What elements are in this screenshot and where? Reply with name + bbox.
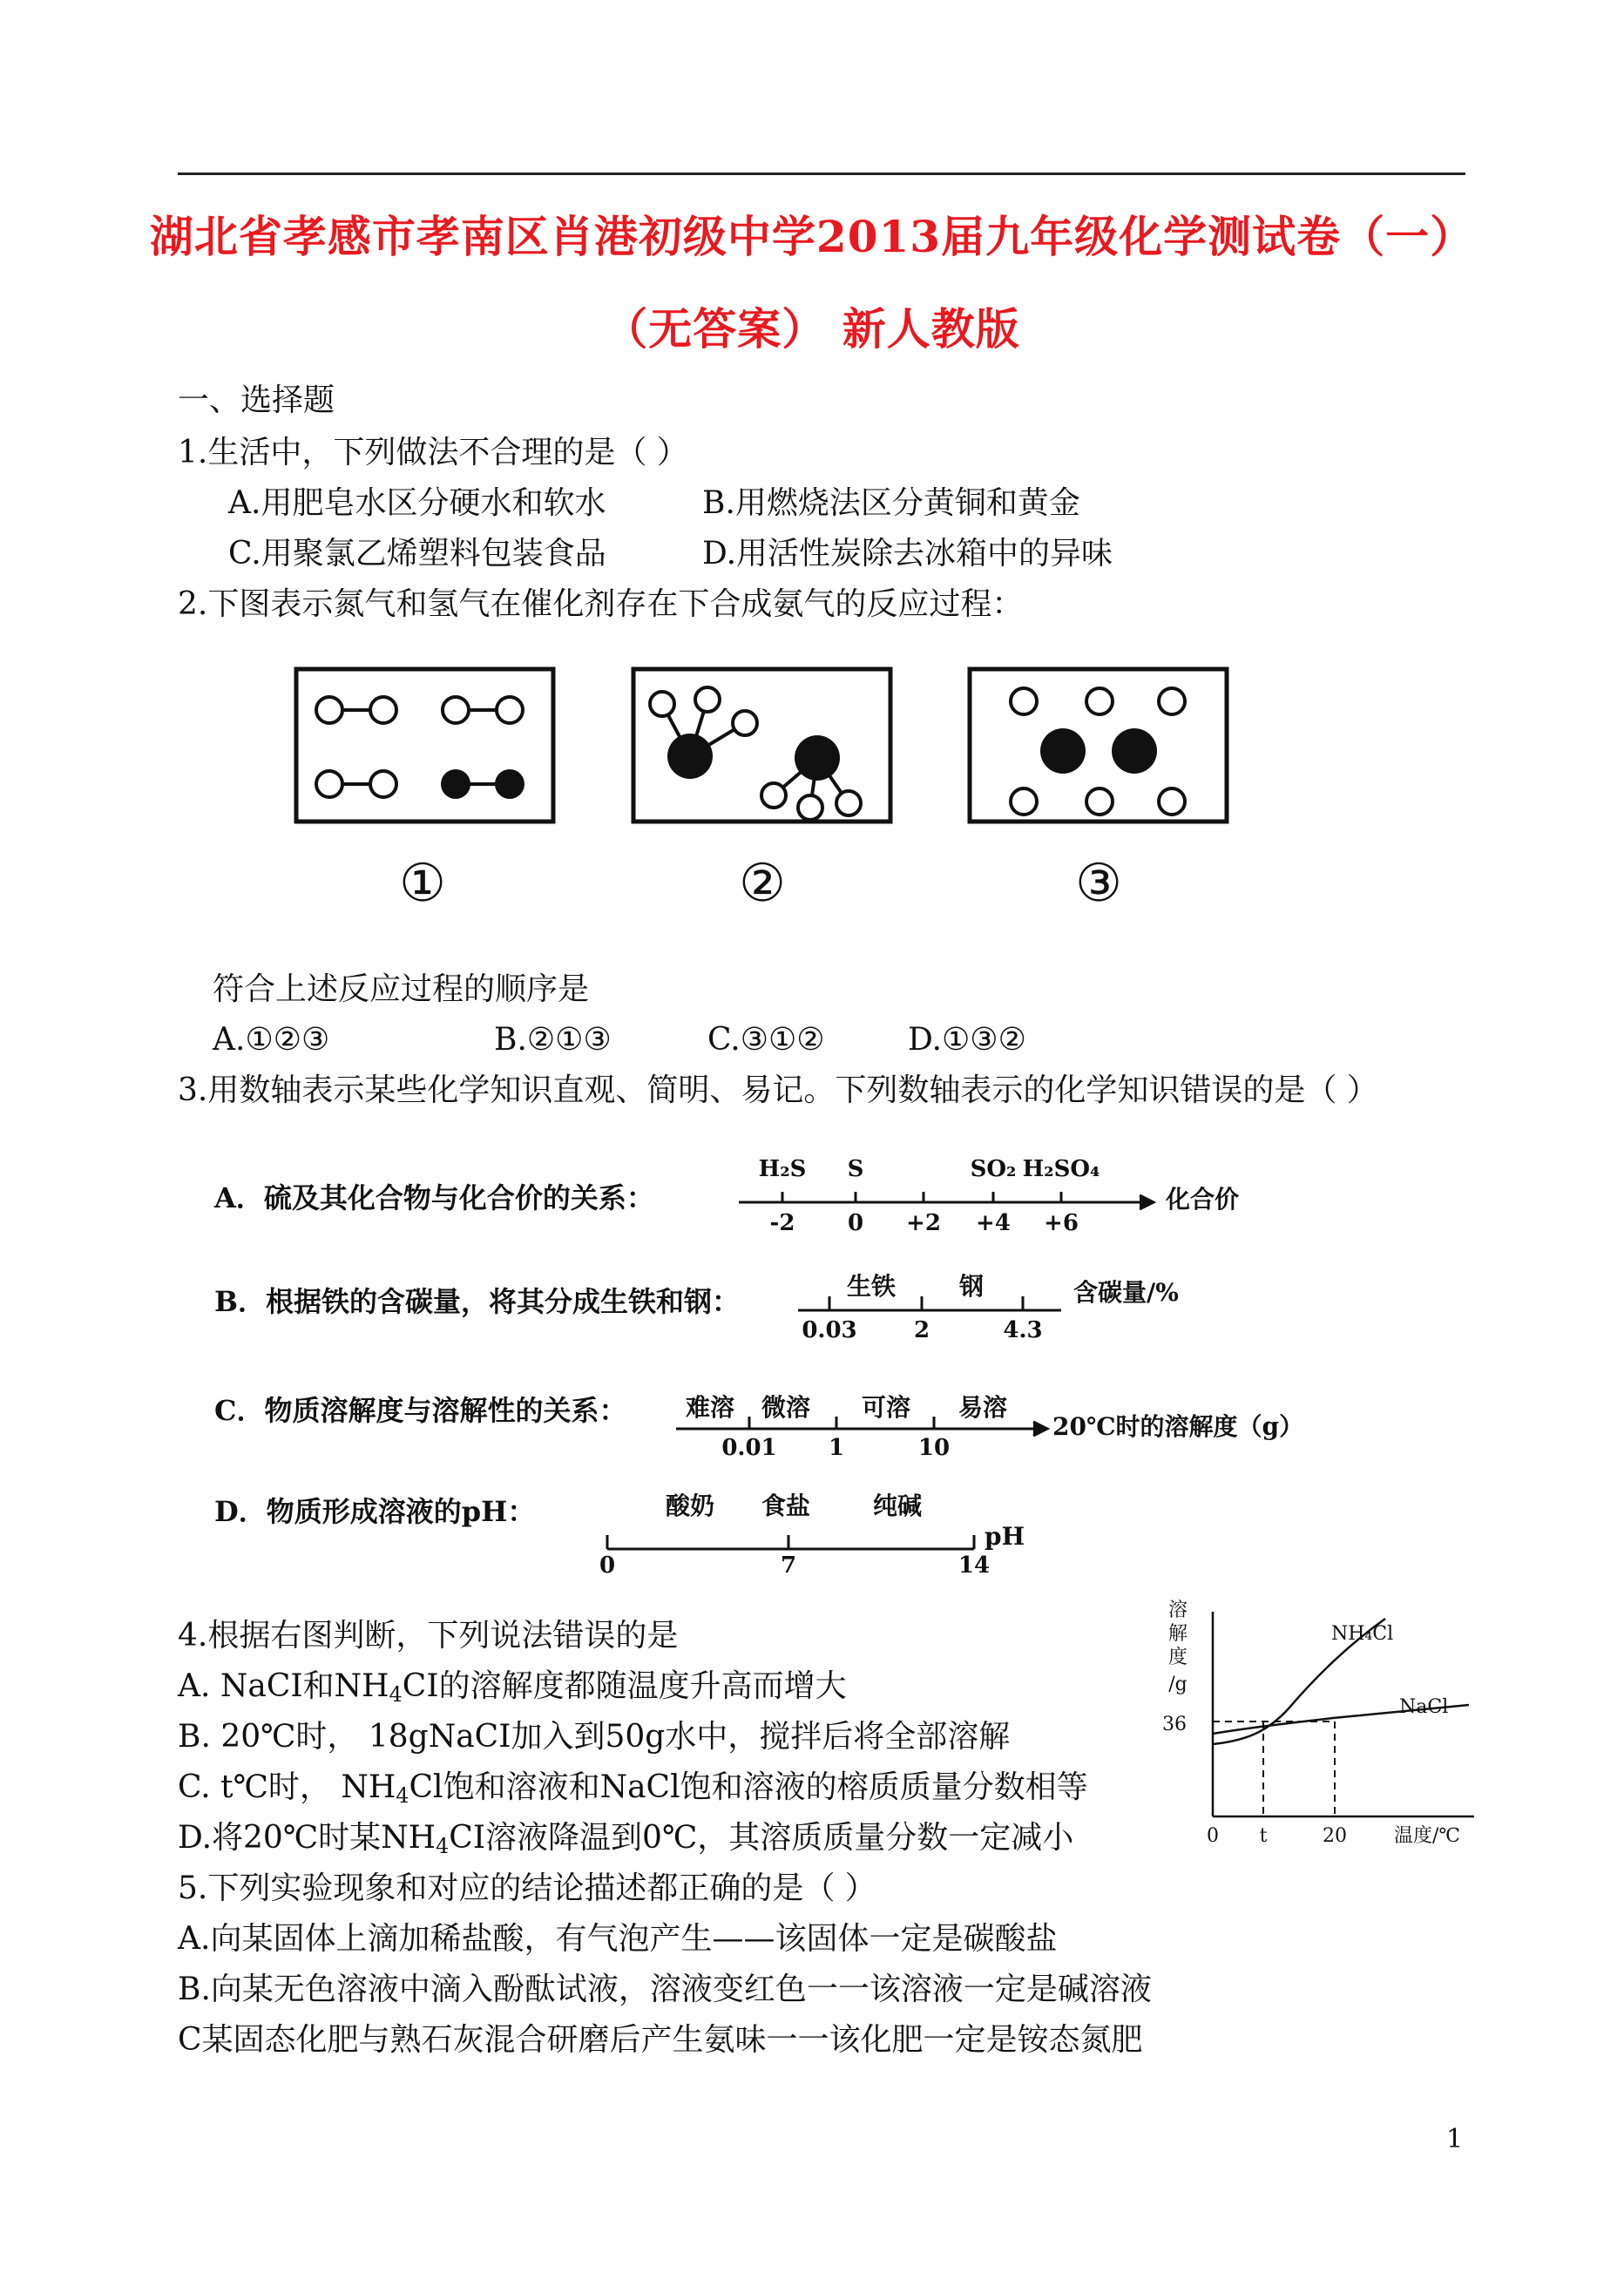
- q2-option-d: D.①③②: [908, 1022, 1026, 1058]
- axis-a-tick-4: +4: [976, 1210, 1011, 1236]
- h-atom: [370, 697, 396, 723]
- curve-label-nh4cl: NH₄Cl: [1331, 1623, 1394, 1645]
- axis-a-tick-0: 0: [847, 1210, 864, 1236]
- q1-option-c: C.用聚氯乙烯塑料包装食品: [228, 536, 606, 572]
- q2-option-b: B.②①③: [494, 1022, 612, 1058]
- panel-1-box: [296, 669, 553, 822]
- axis-a-unit: 化合价: [1166, 1185, 1240, 1214]
- h-atom: [1011, 788, 1037, 815]
- h-atom: [316, 771, 342, 797]
- axis-a-tick-6: +6: [1044, 1210, 1079, 1236]
- q5-stem: 5.下列实验现象和对应的结论描述都正确的是（ ）: [178, 1870, 876, 1906]
- axis-d-top-soda: 纯碱: [872, 1491, 923, 1520]
- graph-ylabel-3: 度: [1167, 1647, 1188, 1668]
- axis-c-tick-10: 10: [917, 1435, 951, 1461]
- axis-b-top-steel: 钢: [958, 1272, 985, 1301]
- axis-b-label: B．根据铁的含碳量，将其分成生铁和钢：: [214, 1285, 741, 1318]
- axis-d-tick-14: 14: [957, 1552, 991, 1579]
- q1-option-d: D.用活性炭除去冰箱中的异味: [702, 536, 1113, 572]
- q5-option-c: C某固态化肥与熟石灰混合研磨后产生氨味一一该化肥一定是铵态氮肥: [178, 2022, 1143, 2058]
- axis-d-top-salt: 食盐: [761, 1491, 811, 1520]
- document-title-line1: 湖北省孝感市孝南区肖港初级中学2013届九年级化学测试卷（一）: [149, 211, 1475, 262]
- n-atom: [1040, 728, 1086, 774]
- q5-option-a: A.向某固体上滴加稀盐酸，有气泡产生——该固体一定是碳酸盐: [178, 1921, 1058, 1957]
- axis-a-top-h2s: H₂S: [758, 1156, 807, 1182]
- q4-option-c: C. t℃时， $NH_4Cl$饱和溶液和NaCl饱和溶液的榕质质量分数相等: [178, 1769, 1088, 1808]
- page-number: 1: [1446, 2124, 1464, 2154]
- n-atom: [667, 734, 713, 779]
- h-atom: [1086, 688, 1113, 714]
- h-atom: [1159, 688, 1185, 714]
- axis-c-top-very: 易溶: [957, 1393, 1008, 1422]
- axis-a-tick-2: +2: [906, 1210, 941, 1236]
- axis-d-tick-7: 7: [780, 1552, 797, 1579]
- n-atom: [1112, 728, 1157, 774]
- axis-c-tick-001: 0.01: [721, 1435, 777, 1461]
- q5-option-b: B.向某无色溶液中滴入酚酞试液，溶液变红色一一该溶液一定是碱溶液: [178, 1972, 1152, 2007]
- h-atom: [733, 711, 757, 735]
- graph-xtick-20: 20: [1323, 1825, 1347, 1847]
- graph-xtick-0: 0: [1207, 1825, 1219, 1847]
- axis-d-label: D．物质形成溶液的pH：: [214, 1495, 536, 1528]
- q2-reaction-diagram: [279, 658, 1289, 928]
- graph-xlabel: 温度/℃: [1394, 1825, 1461, 1847]
- axis-a-tick-neg2: -2: [769, 1210, 795, 1236]
- q2-option-a: A.①②③: [213, 1022, 330, 1058]
- q2-order-text: 符合上述反应过程的顺序是: [213, 971, 590, 1007]
- axis-a-top-s: S: [847, 1156, 864, 1182]
- n-atom: [495, 769, 524, 799]
- axis-c-tick-1: 1: [828, 1435, 845, 1461]
- section-heading: 一、选择题: [178, 382, 335, 418]
- h-atom: [497, 697, 523, 723]
- panel-label-1: ①: [399, 853, 446, 914]
- h-atom: [1086, 788, 1113, 815]
- graph-xtick-t: t: [1259, 1825, 1268, 1847]
- axis-c-label: C．物质溶解度与溶解性的关系：: [214, 1394, 627, 1427]
- q1-option-b: B.用燃烧法区分黄铜和黄金: [702, 485, 1080, 521]
- axis-a-top-h2so4: H₂SO₄: [1022, 1156, 1100, 1182]
- q4-solubility-graph: [1133, 1586, 1516, 1864]
- q4-option-b: B. 20℃时， 18gNaCI加入到50g水中，搅拌后将全部溶解: [178, 1719, 1011, 1755]
- axis-b-top-pig-iron: 生铁: [846, 1272, 897, 1301]
- axis-c-top-slightly: 微溶: [761, 1393, 811, 1422]
- graph-ylabel-1: 溶: [1167, 1600, 1188, 1621]
- h-atom: [443, 697, 469, 723]
- axis-c-top-soluble: 可溶: [861, 1393, 911, 1422]
- panel-label-2: ②: [739, 853, 786, 914]
- nh4cl-curve: [1213, 1619, 1385, 1744]
- graph-y-value-36: 36: [1162, 1714, 1187, 1735]
- h-atom: [836, 791, 861, 815]
- h-atom: [650, 692, 674, 716]
- q2-option-c: C.③①②: [707, 1022, 825, 1058]
- axis-d-top-yogurt: 酸奶: [665, 1491, 715, 1520]
- q3-number-lines: [200, 1141, 1333, 1594]
- axis-b-tick-2: 2: [913, 1317, 930, 1343]
- n-atom: [795, 735, 840, 781]
- axis-c-top-insoluble: 难溶: [685, 1393, 735, 1422]
- axis-b-unit: 含碳量/%: [1073, 1278, 1179, 1307]
- header-rule: [178, 172, 1465, 175]
- h-atom: [1011, 688, 1037, 714]
- q1-option-a: A.用肥皂水区分硬水和软水: [228, 485, 606, 521]
- q1-stem: 1.生活中，下列做法不合理的是（ ）: [178, 435, 688, 470]
- n-atom: [441, 769, 470, 799]
- axis-a-top-so2: SO₂: [970, 1156, 1017, 1182]
- curve-label-nacl: NaCl: [1399, 1696, 1449, 1718]
- q2-stem: 2.下图表示氮气和氢气在催化剂存在下合成氨气的反应过程：: [178, 586, 1024, 622]
- axis-d-tick-0: 0: [599, 1552, 616, 1579]
- h-atom: [1159, 788, 1185, 815]
- h-atom: [798, 795, 822, 820]
- q4-stem: 4.根据右图判断，下列说法错误的是: [178, 1618, 679, 1654]
- graph-ylabel-2: 解: [1167, 1623, 1188, 1645]
- q4-option-a: A. NaCI和$NH_4CI$的溶解度都随温度升高而增大: [178, 1668, 847, 1707]
- q3-stem: 3.用数轴表示某些化学知识直观、简明、易记。下列数轴表示的化学知识错误的是（ ）: [178, 1072, 1378, 1108]
- h-atom: [316, 697, 342, 723]
- h-atom: [370, 771, 396, 797]
- panel-label-3: ③: [1075, 853, 1122, 914]
- nacl-curve: [1213, 1705, 1469, 1734]
- axis-d-unit: pH: [985, 1522, 1025, 1551]
- document-title-line2: （无答案） 新人教版: [604, 303, 1020, 355]
- h-atom: [761, 783, 786, 808]
- graph-ylabel-4: /g: [1168, 1674, 1188, 1695]
- q4-option-d: D.将20℃时某$NH_4CI$溶液降温到0℃，其溶质质量分数一定减小: [178, 1820, 1074, 1858]
- h-atom: [695, 687, 720, 712]
- axis-c-unit: 20℃时的溶解度（g）: [1052, 1412, 1304, 1441]
- axis-b-tick-003: 0.03: [802, 1317, 857, 1343]
- axis-a-label: A．硫及其化合物与化合价的关系：: [214, 1181, 654, 1214]
- axis-b-tick-43: 4.3: [1003, 1317, 1043, 1343]
